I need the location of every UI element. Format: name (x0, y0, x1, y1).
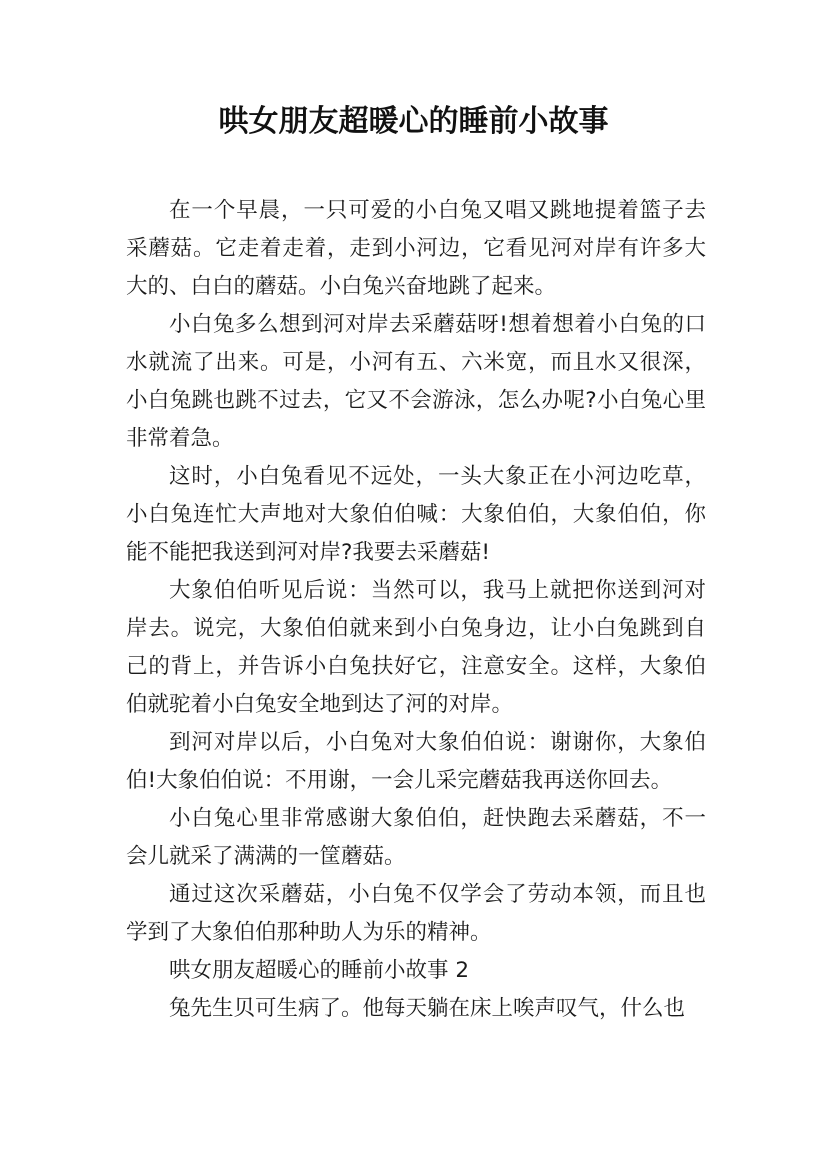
paragraph: 兔先生贝可生病了。他每天躺在床上唉声叹气，什么也 (169, 996, 686, 1021)
paragraph: 小白兔心里非常感谢大象伯伯，赶快跑去采蘑菇，不一会儿就采了满满的一筐蘑菇。 (126, 806, 706, 869)
paragraph: 通过这次采蘑菇，小白兔不仅学会了劳动本领，而且也学到了大象伯伯那种助人为乐的精神。 (126, 882, 706, 945)
paragraph: 大象伯伯听见后说：当然可以，我马上就把你送到河对岸去。说完，大象伯伯就来到小白兔身边，让小白兔跳到自己的背上，并告诉小白兔扶好它，注意安全。这样，大象伯伯就驼着小白兔安全地到达了河的对岸。 (126, 578, 706, 717)
paragraph: 小白兔多么想到河对岸去采蘑菇呀!想着想着小白兔的口水就流了出来。可是，小河有五、六米宽，而且水又很深，小白兔跳也跳不过去，它又不会游泳，怎么办呢?小白兔心里非常着急。 (126, 312, 706, 451)
paragraph: 到河对岸以后，小白兔对大象伯伯说：谢谢你，大象伯伯!大象伯伯说：不用谢，一会儿采完蘑菇我再送你回去。 (126, 730, 706, 793)
section-heading: 哄女朋友超暖心的睡前小故事 2 (169, 958, 470, 983)
document-body (126, 192, 706, 1028)
paragraph: 在一个早晨，一只可爱的小白兔又唱又跳地提着篮子去采蘑菇。它走着走着，走到小河边，它看见河对岸有许多大大的、白白的蘑菇。小白兔兴奋地跳了起来。 (126, 198, 706, 299)
document-title: 哄女朋友超暖心的睡前小故事 (218, 104, 609, 139)
paragraph: 这时，小白兔看见不远处，一头大象正在小河边吃草，小白兔连忙大声地对大象伯伯喊：大象伯伯，大象伯伯，你能不能把我送到河对岸?我要去采蘑菇! (126, 464, 706, 565)
